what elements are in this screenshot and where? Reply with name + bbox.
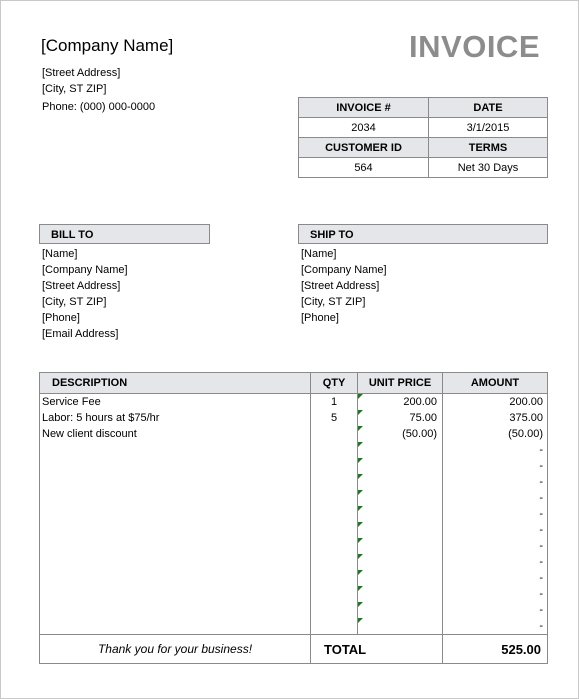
ship-to-header: SHIP TO: [298, 224, 548, 244]
row-unit-price-text: 75.00: [409, 412, 437, 424]
row-qty: [311, 506, 357, 522]
bill-to-lines: [42, 246, 128, 342]
phone: Phone: (000) 000-0000: [42, 101, 156, 113]
row-description: New client discount: [42, 428, 137, 440]
bill-to-city: [City, ST ZIP]: [42, 296, 107, 308]
bill-to-street: [Street Address]: [42, 280, 121, 292]
formula-indicator-icon: [358, 426, 363, 431]
row-amount: 200.00: [509, 396, 543, 408]
row-amount: -: [539, 508, 543, 520]
bill-to-header: BILL TO: [39, 224, 210, 244]
row-qty: [311, 426, 357, 442]
col-description: DESCRIPTION: [40, 373, 311, 394]
total-label: TOTAL: [311, 635, 443, 664]
formula-indicator-icon: [358, 394, 363, 399]
col-amount: AMOUNT: [443, 373, 548, 394]
row-description: [40, 506, 310, 522]
row-unit-price: [358, 602, 442, 618]
city-state-zip: [City, ST ZIP]: [42, 83, 107, 95]
row-unit-price-text: 200.00: [403, 396, 437, 408]
row-qty: [311, 458, 357, 474]
row-unit-price: [358, 458, 442, 474]
street-address: [Street Address]: [42, 67, 121, 79]
bill-to-name: [Name]: [42, 248, 78, 260]
description-column: [40, 394, 311, 635]
col-qty: QTY: [311, 373, 358, 394]
row-qty: 5: [330, 412, 338, 424]
row-qty: [311, 586, 357, 602]
row-description: [40, 474, 310, 490]
invoice-meta-table: [298, 97, 548, 178]
row-amount: 375.00: [509, 412, 543, 424]
terms-label: TERMS: [429, 138, 548, 158]
formula-indicator-icon: [358, 442, 363, 447]
row-amount: -: [539, 620, 543, 632]
row-amount: -: [539, 588, 543, 600]
row-unit-price: [358, 442, 442, 458]
formula-indicator-icon: [358, 410, 363, 415]
formula-indicator-icon: [358, 570, 363, 575]
invoice-title: INVOICE: [409, 29, 540, 64]
total-value: 525.00: [443, 635, 548, 664]
row-unit-price: [358, 410, 442, 426]
row-qty: [311, 570, 357, 586]
row-unit-price: [358, 618, 442, 634]
company-name: [Company Name]: [41, 36, 174, 55]
row-qty: [311, 602, 357, 618]
formula-indicator-icon: [358, 522, 363, 527]
qty-column: [311, 394, 358, 635]
ship-to-lines: [301, 246, 387, 326]
row-unit-price: [358, 554, 442, 570]
row-description: [40, 586, 310, 602]
row-unit-price: [358, 426, 442, 442]
row-unit-price: [358, 394, 442, 410]
col-unit-price: UNIT PRICE: [358, 373, 443, 394]
row-description: Service Fee: [42, 396, 101, 408]
row-qty: [311, 474, 357, 490]
row-unit-price: [358, 538, 442, 554]
amount-column: [443, 394, 548, 635]
terms-value: Net 30 Days: [429, 158, 548, 178]
row-unit-price: [358, 474, 442, 490]
bill-to-phone: [Phone]: [42, 312, 80, 324]
formula-indicator-icon: [358, 618, 363, 623]
row-amount: -: [539, 604, 543, 616]
row-qty: [311, 618, 357, 634]
ship-to-name: [Name]: [301, 248, 337, 260]
customer-id-label: CUSTOMER ID: [299, 138, 429, 158]
formula-indicator-icon: [358, 538, 363, 543]
row-amount: -: [539, 572, 543, 584]
ship-to-street: [Street Address]: [301, 280, 380, 292]
row-unit-price: [358, 522, 442, 538]
row-description: [40, 554, 310, 570]
date-value: 3/1/2015: [429, 118, 548, 138]
row-amount: -: [539, 444, 543, 456]
row-description: [40, 442, 310, 458]
formula-indicator-icon: [358, 554, 363, 559]
row-amount: -: [539, 540, 543, 552]
invoice-number-value: 2034: [299, 118, 429, 138]
row-amount: -: [539, 556, 543, 568]
formula-indicator-icon: [358, 474, 363, 479]
row-description: [40, 538, 310, 554]
thank-you-note: Thank you for your business!: [40, 635, 311, 664]
formula-indicator-icon: [358, 490, 363, 495]
row-description: [40, 490, 310, 506]
ship-to-city: [City, ST ZIP]: [301, 296, 366, 308]
formula-indicator-icon: [358, 586, 363, 591]
row-qty: [311, 490, 357, 506]
row-description: [40, 522, 310, 538]
row-amount: -: [539, 492, 543, 504]
row-description: [40, 458, 310, 474]
customer-id-value: 564: [299, 158, 429, 178]
row-unit-price: [358, 490, 442, 506]
line-items-table: [39, 372, 548, 664]
row-qty: 1: [330, 396, 338, 408]
unit-price-column: [358, 394, 443, 635]
row-unit-price: [358, 570, 442, 586]
bill-to-email: [Email Address]: [42, 328, 119, 340]
row-unit-price: [358, 506, 442, 522]
row-qty: [311, 538, 357, 554]
row-description: [40, 570, 310, 586]
ship-to-phone: [Phone]: [301, 312, 339, 324]
formula-indicator-icon: [358, 602, 363, 607]
row-description: Labor: 5 hours at $75/hr: [42, 412, 160, 424]
row-description: [40, 618, 310, 634]
date-label: DATE: [429, 98, 548, 118]
row-unit-price: [358, 586, 442, 602]
row-amount: (50.00): [508, 428, 543, 440]
row-qty: [311, 522, 357, 538]
row-amount: -: [539, 460, 543, 472]
row-amount: -: [539, 524, 543, 536]
formula-indicator-icon: [358, 506, 363, 511]
formula-indicator-icon: [358, 458, 363, 463]
row-qty: [311, 442, 357, 458]
bill-to-company: [Company Name]: [42, 264, 128, 276]
ship-to-company: [Company Name]: [301, 264, 387, 276]
row-qty: [311, 554, 357, 570]
row-description: [40, 602, 310, 618]
invoice-number-label: INVOICE #: [299, 98, 429, 118]
row-amount: -: [539, 476, 543, 488]
row-unit-price-text: (50.00): [402, 428, 437, 440]
